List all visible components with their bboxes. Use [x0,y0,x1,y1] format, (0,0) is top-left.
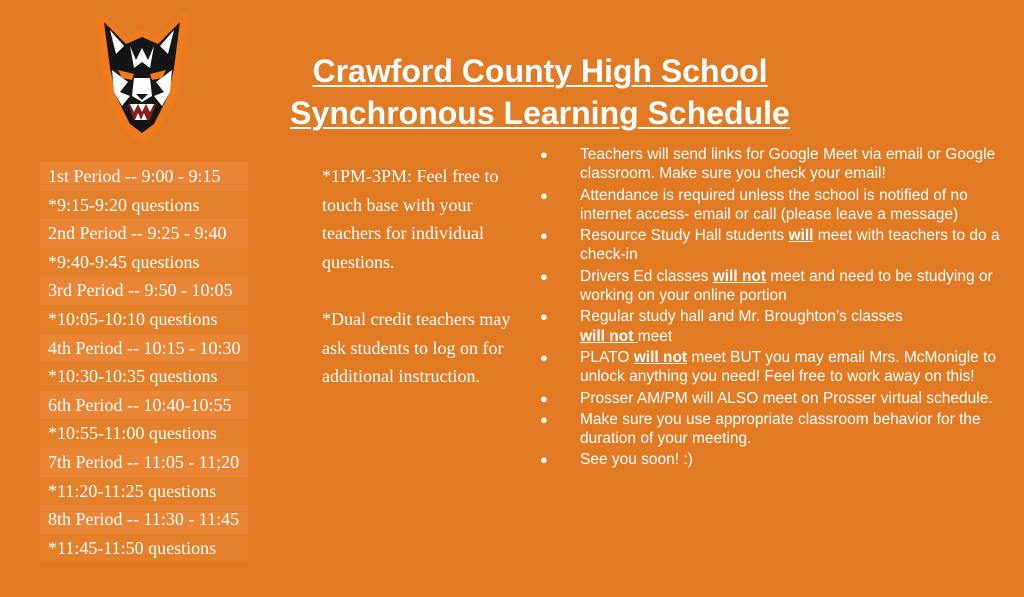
list-item [540,389,1010,408]
list-item [540,226,1010,265]
schedule-line: 3rd Period -- 9:50 - 10:05 [40,276,248,305]
afternoon-notes [322,162,532,419]
instructions-list [540,145,1010,472]
note-text: See you soon! :) [580,451,693,469]
dual-credit-note: *Dual credit teachers may ask students to log on for additional instruction. [322,308,511,387]
note-text: Attendance is required unless the school is notified of no internet access- email or call (please leave a message) [580,186,968,223]
title-line-schedule: Synchronous Learning Schedule [290,95,790,131]
schedule-line: 8th Period -- 11:30 - 11:45 [40,505,248,534]
schedule-line: *10:05-10:10 questions [40,305,248,334]
schedule-line: 7th Period -- 11:05 - 11;20 [40,448,248,477]
schedule-line: *11:45-11:50 questions [40,534,248,563]
schedule-line: *9:15-9:20 questions [40,191,248,220]
bullet-icon: ● [540,147,548,162]
schedule-line: *11:20-11:25 questions [40,477,248,506]
schedule-line: 1st Period -- 9:00 - 9:15 [40,162,248,191]
bullet-icon: ● [540,349,548,365]
emphasis-text: will not [580,327,638,345]
bullet-icon: ● [540,268,548,284]
bullet-icon: ● [540,187,548,203]
emphasis-text: will not [712,267,767,285]
schedule-line: *10:55-11:00 questions [40,419,248,448]
bullet-icon: ● [540,228,548,244]
office-hours-note: *1PM-3PM: Feel free to touch base with your teachers for individual questions. [322,166,499,272]
note-text: Make sure you use appropriate classroom behavior for the duration of your meeting. [580,410,981,448]
note-text: meet and need to be studying or working on your online portion [580,267,993,305]
bullet-icon: ● [540,452,548,468]
note-text: meet with teachers to do a check-in [580,227,1000,264]
note-text: Resource Study Hall students [580,227,789,245]
list-item [540,348,1010,387]
schedule-line: 2nd Period -- 9:25 - 9:40 [40,219,248,248]
bullet-icon: ● [540,411,548,427]
note-text: PLATO [580,348,634,366]
note-text: Prosser AM/PM will ALSO meet on Prosser virtual schedule. [580,389,993,407]
emphasis-text: will not [633,348,688,366]
list-item [540,410,1010,449]
note-text: Teachers will send links for Google Meet via email or Google classroom. Make sure you check your email! [580,146,996,183]
period-schedule-list [40,162,248,562]
title-line-school: Crawford County High School [312,53,768,89]
wolf-mascot-icon [92,12,192,142]
note-text: Regular study hall and Mr. Broughton’s classes [580,308,903,326]
emphasis-text: will [788,227,814,245]
bullet-icon: ● [540,309,548,325]
schedule-line: *9:40-9:45 questions [40,248,248,277]
schedule-line: *10:30-10:35 questions [40,362,248,391]
list-item [540,145,1010,184]
note-text: meet BUT you may email Mrs. McMonigle to unlock anything you need! Feel free to work away on this! [580,348,997,386]
note-text: Drivers Ed classes [580,267,713,285]
schedule-line: 6th Period -- 10:40-10:55 [40,391,248,420]
bullet-icon: ● [540,390,548,406]
list-item [540,450,1010,469]
schedule-line: 4th Period -- 10:15 - 10:30 [40,334,248,363]
note-text: meet [637,327,673,345]
list-item [540,186,1010,225]
list-item [540,267,1010,306]
list-item [540,307,1010,346]
page-title [200,50,880,134]
